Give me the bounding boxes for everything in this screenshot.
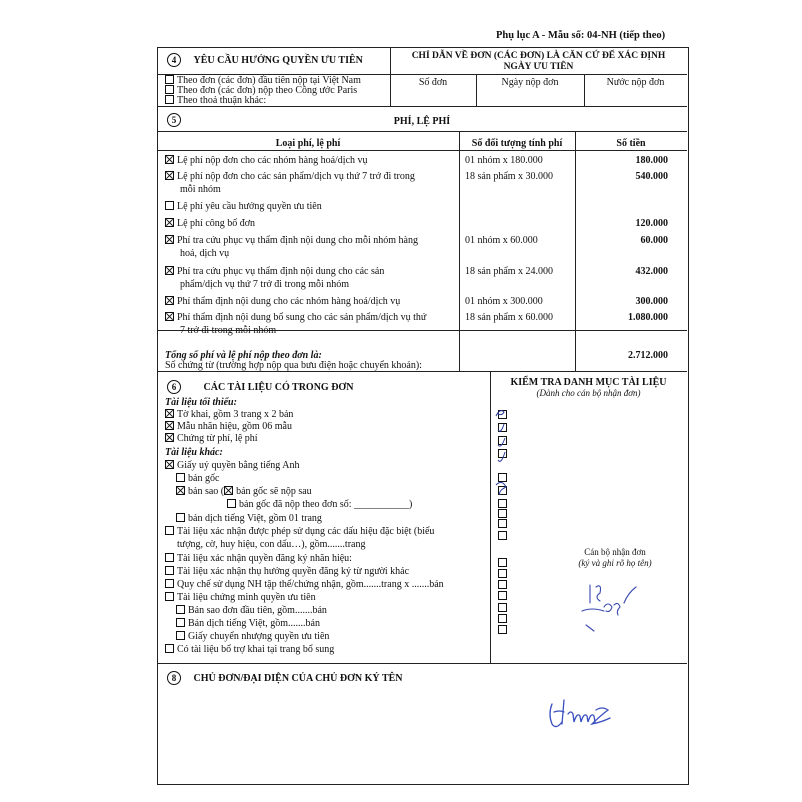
officer-sublabel: (ký và ghi rõ họ tên) (578, 558, 652, 568)
doc-copy[interactable]: bản sao ( bản gốc sẽ nộp sau (176, 486, 312, 497)
priority-basis-title: CHỈ DẪN VỀ ĐƠN (CÁC ĐƠN) LÀ CĂN CỨ ĐỂ XÁC ĐỊNH (411, 51, 666, 61)
fee-row-1[interactable] (165, 155, 368, 166)
section-4-title: YÊU CẦU HƯỞNG QUYỀN ƯU TIÊN (193, 55, 363, 66)
fee-label-cont: 7 trở đi trong mỗi nhóm (180, 325, 277, 336)
fee-checkbox[interactable] (165, 235, 174, 244)
fee-quantity: 18 sản phẩm x 60.000 (465, 312, 554, 323)
fee-amount: 180.000 (635, 155, 668, 166)
fee-checkbox[interactable] (165, 201, 174, 210)
fee-checkbox[interactable] (165, 266, 174, 275)
section-8-title: CHỦ ĐƠN/ĐẠI DIỆN CỦA CHỦ ĐƠN KÝ TÊN (193, 673, 403, 684)
fee-label: Phí tra cứu phục vụ thẩm định nội dung cho các sản (177, 266, 385, 277)
officer-tick-marks (490, 400, 520, 550)
section-4-heading (167, 53, 363, 67)
fee-quantity: 01 nhóm x 300.000 (465, 296, 543, 307)
fee-type-header: Loại phí, lệ phí (275, 138, 341, 149)
priority-basis-title-2: NGÀY ƯU TIÊN (503, 62, 574, 72)
doc-vietnamese-translation[interactable]: bản dịch tiếng Việt, gồm 01 trang (176, 513, 322, 524)
fee-label: Phí thẩm định nội dung bổ sung cho các sản phẩm/dịch vụ thứ (177, 312, 427, 323)
section-5-number: 5 (167, 113, 181, 127)
fee-quantity: 18 sản phẩm x 30.000 (465, 171, 554, 182)
fee-quantity: 01 nhóm x 180.000 (465, 155, 543, 166)
fee-row-2[interactable] (165, 171, 415, 182)
check-box[interactable] (498, 614, 507, 623)
doc-priority-translation[interactable]: Bản dịch tiếng Việt, gồm.......bản (176, 618, 320, 629)
fee-amount: 1.080.000 (628, 312, 668, 323)
section-6-title: CÁC TÀI LIỆU CÓ TRONG ĐƠN (203, 382, 354, 393)
section-number: 4 (167, 53, 181, 67)
doc-supplementary[interactable]: Có tài liệu bổ trợ khai tại trang bổ sung (165, 644, 334, 655)
fee-amount: 300.000 (635, 296, 668, 307)
section-5-title: PHÍ, LỆ PHÍ (393, 116, 451, 127)
fee-row-8[interactable] (165, 312, 426, 323)
doc-original[interactable]: bản gốc (176, 473, 219, 484)
fee-row-3[interactable] (165, 201, 322, 212)
doc-power-of-attorney[interactable]: Giấy uỷ quyền bằng tiếng Anh (165, 460, 299, 471)
fee-checkbox[interactable] (165, 296, 174, 305)
section-6-heading: 6 CÁC TÀI LIỆU CÓ TRONG ĐƠN (167, 380, 353, 394)
check-box[interactable] (498, 558, 507, 567)
fee-count-header: Số đối tượng tính phí (471, 138, 563, 149)
fee-checkbox[interactable] (165, 155, 174, 164)
fee-amount: 540.000 (635, 171, 668, 182)
check-box[interactable] (498, 569, 507, 578)
check-box[interactable] (498, 591, 507, 600)
doc-check-subtitle: (Dành cho cán bộ nhận đơn) (536, 388, 641, 398)
fee-row-6[interactable] (165, 266, 384, 277)
col-filing-country: Nước nộp đơn (606, 77, 665, 88)
officer-label: Cán bộ nhận đơn (584, 547, 646, 557)
voucher-label: Số chứng từ (trường hợp nộp qua bưu điện hoặc chuyển khoản): (165, 360, 422, 371)
total-amount: 2.712.000 (628, 350, 668, 361)
doc-declaration[interactable]: Tờ khai, gồm 3 trang x 2 bản (165, 409, 293, 420)
priority-option-2[interactable]: Theo đơn (các đơn) nộp theo Công ước Paris (165, 85, 357, 96)
doc-special-signs-cont: tượng, cờ, huy hiệu, con dấu…), gồm.......trang (177, 539, 366, 550)
doc-usage-regulation[interactable]: Quy chế sử dụng NH tập thể/chứng nhận, gồm.......trang x .......bản (165, 579, 444, 590)
doc-right-transfer[interactable]: Tài liệu xác nhận thụ hưởng quyền đăng ký từ người khác (165, 566, 409, 577)
priority-option-1[interactable]: Theo đơn (các đơn) đầu tiên nộp tại Việt Nam (165, 75, 361, 86)
applicant-signature (538, 690, 638, 740)
total-label: Tổng số phí và lệ phí nộp theo đơn là: (165, 350, 322, 361)
fee-row-4[interactable] (165, 218, 255, 229)
fee-label: Phí tra cứu phục vụ thẩm định nội dung cho mỗi nhóm hàng (177, 235, 418, 246)
fee-checkbox[interactable] (165, 171, 174, 180)
fee-checkbox[interactable] (165, 218, 174, 227)
check-box[interactable] (498, 603, 507, 612)
col-application-number: Số đơn (418, 77, 448, 88)
doc-check-title: KIỂM TRA DANH MỤC TÀI LIỆU (510, 377, 667, 388)
doc-first-application-copy[interactable]: Bản sao đơn đầu tiên, gồm.......bản (176, 605, 327, 616)
fee-amount: 60.000 (640, 235, 668, 246)
doc-special-signs[interactable]: Tài liệu xác nhận được phép sử dụng các dấu hiệu đặc biệt (biểu (165, 526, 434, 537)
page-header: Phụ lục A - Mẫu số: 04-NH (tiếp theo) (496, 30, 666, 41)
doc-trademark-samples[interactable]: Mẫu nhãn hiệu, gồm 06 mẫu (165, 421, 292, 432)
priority-option-3[interactable]: Theo thoả thuận khác: (165, 95, 266, 106)
fee-row-5[interactable] (165, 235, 418, 246)
fee-checkbox[interactable] (165, 312, 174, 321)
fee-label-cont: hoá, dịch vụ (180, 248, 230, 259)
fee-label: Lệ phí nộp đơn cho các nhóm hàng hoá/dịch vụ (177, 155, 368, 166)
officer-signature (568, 575, 648, 635)
doc-priority-proof[interactable]: Tài liệu chứng minh quyền ưu tiên (165, 592, 316, 603)
doc-fee-receipt[interactable]: Chứng từ phí, lệ phí (165, 433, 258, 444)
fee-amount: 120.000 (635, 218, 668, 229)
doc-priority-assignment[interactable]: Giấy chuyển nhượng quyền ưu tiên (176, 631, 329, 642)
fee-label: Lệ phí nộp đơn cho các sản phẩm/dịch vụ thứ 7 trở đi trong (177, 171, 415, 182)
col-filing-date: Ngày nộp đơn (501, 77, 559, 88)
min-docs-heading: Tài liệu tối thiểu: (165, 397, 237, 408)
fee-label-cont: mỗi nhóm (180, 184, 221, 195)
check-box[interactable] (498, 580, 507, 589)
doc-registration-right[interactable]: Tài liệu xác nhận quyền đăng ký nhãn hiệu: (165, 553, 352, 564)
doc-original-filed[interactable]: bản gốc đã nộp theo đơn số: ___________) (227, 499, 412, 510)
fee-label: Lệ phí yêu cầu hưởng quyền ưu tiên (177, 201, 322, 212)
check-box[interactable] (498, 625, 507, 634)
fee-label-cont: phẩm/dịch vụ thứ 7 trở đi trong mỗi nhóm (180, 279, 350, 290)
fee-amount: 432.000 (635, 266, 668, 277)
fee-amount-header: Số tiền (616, 138, 646, 149)
section-8-heading: 8 CHỦ ĐƠN/ĐẠI DIỆN CỦA CHỦ ĐƠN KÝ TÊN (167, 671, 403, 685)
fee-row-7[interactable] (165, 296, 400, 307)
fee-quantity: 01 nhóm x 60.000 (465, 235, 538, 246)
fee-quantity: 18 sản phẩm x 24.000 (465, 266, 554, 277)
other-docs-heading: Tài liệu khác: (165, 447, 223, 458)
fee-label: Lệ phí công bố đơn (177, 218, 256, 229)
fee-label: Phí thẩm định nội dung cho các nhóm hàng hoá/dịch vụ (177, 296, 401, 307)
